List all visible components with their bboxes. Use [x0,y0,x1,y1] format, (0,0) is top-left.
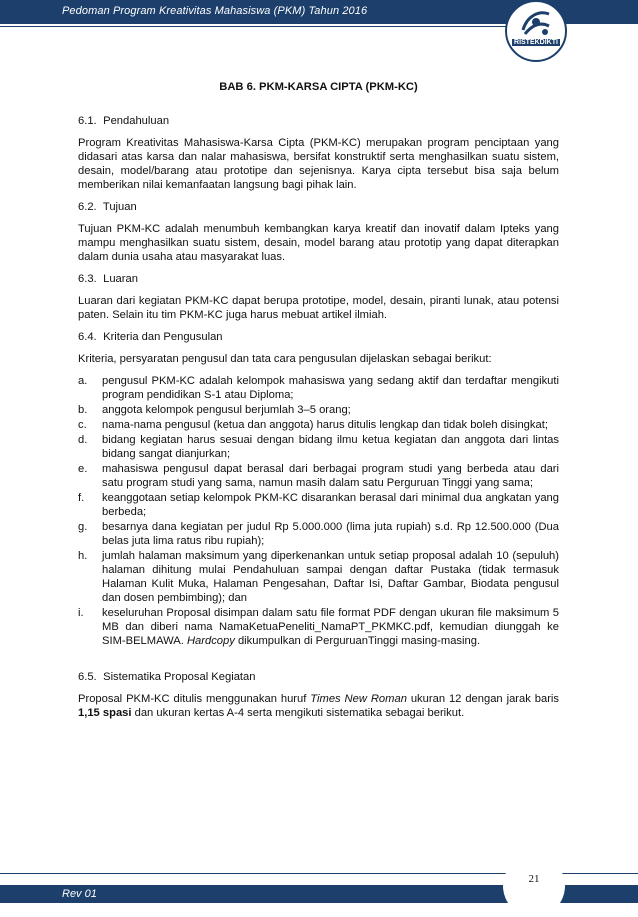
section-number: 6.5. [78,671,97,683]
header-title: Pedoman Program Kreativitas Mahasiswa (PKM) Tahun 2016 [62,5,368,17]
section-title: Sistematika Proposal Kegiatan [103,671,256,683]
section-heading-6-2 [78,200,559,214]
list-item-text: jumlah halaman maksimum yang diperkenankan untuk setiap proposal adalah 10 (sepuluh) halaman dihitung mulai Pendahuluan sampai dengan daftar Pustaka (tidak termasuk Halaman Kulit Muka, Halaman Pengesahan, Daftar Isi, Daftar Gambar, Biodata pengusul dan dosen pembimbing); dan [102,550,559,604]
list-item-text-cont: dikumpulkan di PerguruanTinggi masing-masing. [234,635,481,647]
section-title: Luaran [103,273,138,285]
section-title: Kriteria dan Pengusulan [103,331,223,343]
list-item-text: keanggotaan setiap kelompok PKM-KC disarankan berasal dari minimal dua angkatan yang berbeda; [102,492,559,518]
list-letter: a. [78,375,88,387]
list-item [78,549,559,605]
list-letter: i. [78,607,84,619]
section-body-6-1: Program Kreativitas Mahasiswa-Karsa Cipta (PKM-KC) merupakan program penciptaan yang didasari atas karsa dan nalar mahasiswa, bersifat konstruktif serta menghasilkan suatu sistem, desain, model/barang atau prototipe dan sejenisnya. Karya cipta tersebut bisa saja belum memberikan nilai kemanfaatan langsung bagi pihak lain. [78,137,559,191]
list-item [78,462,559,490]
section-title: Pendahuluan [103,115,170,127]
list-item [78,403,559,417]
list-letter: e. [78,463,88,475]
criteria-list [78,374,559,648]
section-intro-6-4: Kriteria, persyaratan pengusul dan tata cara pengusulan dijelaskan sebagai berikut: [78,353,492,365]
spacing-emphasis: 1,15 spasi [78,707,132,719]
ristekdikti-emblem-icon [519,8,553,38]
list-item-text: besarnya dana kegiatan per judul Rp 5.000.000 (lima juta rupiah) s.d. Rp 12.500.000 (Dua belas juta lima ratus ribu rupiah); [102,521,559,547]
page-number: 21 [503,855,565,917]
list-item-text: bidang kegiatan harus sesuai dengan bidang ilmu ketua kegiatan dan anggota dari lintas bidang sangat dianjurkan; [102,434,559,460]
list-item [78,433,559,461]
body-text: dan ukuran kertas A-4 serta mengikuti sistematika sebagai berikut. [131,707,465,719]
list-letter: g. [78,521,88,533]
list-item [78,606,559,648]
list-letter: h. [78,550,88,562]
section-number: 6.4. [78,331,97,343]
list-letter: b. [78,404,88,416]
list-item-text: mahasiswa pengusul dapat berasal dari berbagai program studi yang berbeda atau dari satu program studi yang sama, namun masih dalam satu Perguruan Tinggi yang sama; [102,463,559,489]
section-heading-6-3 [78,272,559,286]
header-divider [0,26,560,27]
section-number: 6.3. [78,273,97,285]
spacer [78,656,559,670]
section-heading-6-1 [78,114,559,128]
list-item-text: nama-nama pengusul (ketua dan anggota) harus ditulis lengkap dan tidak boleh disingkat; [102,419,548,431]
list-item-text: keseluruhan Proposal disimpan dalam satu file format PDF dengan ukuran file maksimum 5 MB dan diberi nama NamaKetuaPeneliti_NamaPT_PKMKC.pdf, kemudian diunggah ke SIM-BELMAWA. [102,607,559,647]
list-item [78,418,559,432]
list-item [78,520,559,548]
section-title: Tujuan [102,201,137,213]
list-item-text: anggota kelompok pengusul berjumlah 3–5 orang; [102,404,351,416]
list-letter: c. [78,419,87,431]
body-text: Proposal PKM-KC ditulis menggunakan huruf [78,693,311,705]
body-text: ukuran 12 dengan jarak baris [406,693,559,705]
section-body-6-2: Tujuan PKM-KC adalah menumbuh kembangkan karya kreatif dan inovatif dalam Ipteks yang mampu menghasilkan suatu sistem, desain, model barang atau prototip yang dapat diterapkan dalam dunia usaha atau masyarakat luas. [78,223,559,263]
section-number: 6.2. [78,201,97,213]
section-body-6-3: Luaran dari kegiatan PKM-KC dapat berupa prototipe, model, desain, piranti lunak, atau potensi paten. Selain itu tim PKM-KC juga harus mebuat artikel ilmiah. [78,295,559,321]
footer-revision: Rev 01 [62,888,97,900]
section-body-6-5 [78,692,559,720]
list-letter: f. [78,492,85,504]
section-number: 6.1. [78,115,97,127]
list-item [78,491,559,519]
section-heading-6-4 [78,330,559,344]
ristekdikti-logo [505,0,567,62]
list-item [78,374,559,402]
hardcopy-emphasis: Hardcopy [186,635,235,647]
document-body [78,80,559,728]
list-item-text: pengusul PKM-KC adalah kelompok mahasiswa yang sedang aktif dan terdaftar mengikuti program pendidikan S-1 atau Diploma; [102,375,559,401]
chapter-title: BAB 6. PKM-KARSA CIPTA (PKM-KC) [219,81,418,93]
section-heading-6-5 [78,670,559,684]
logo-text: RISTEKDIKTI [514,39,558,46]
font-name-emphasis: Times New Roman [310,693,407,705]
list-letter: d. [78,434,88,446]
